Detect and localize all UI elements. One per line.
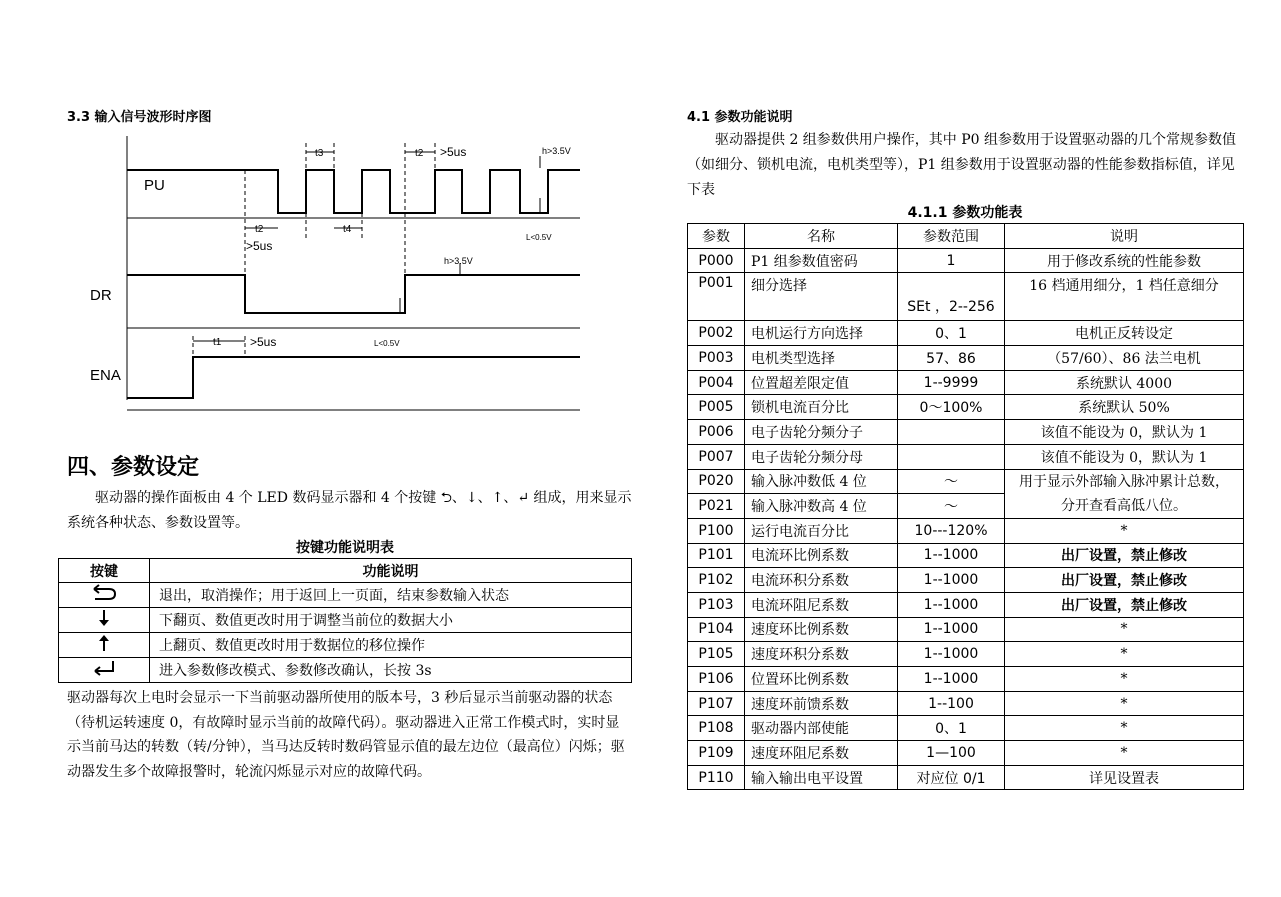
chapter-title: 四、参数设定	[67, 454, 200, 480]
param-range: 1--1000	[898, 642, 1005, 667]
param-name: 速度环比例系数	[745, 617, 898, 642]
param-code: P107	[688, 691, 745, 716]
table-row	[688, 617, 1244, 642]
param-code: P007	[688, 444, 745, 469]
param-name: 电子齿轮分频分母	[745, 444, 898, 469]
param-code: P100	[688, 518, 745, 543]
header-range: 参数范围	[898, 224, 1005, 249]
param-code: P006	[688, 420, 745, 445]
table-row	[59, 658, 632, 683]
l05-dr-label: L<0.5V	[374, 339, 400, 348]
up-arrow-icon	[89, 633, 119, 653]
param-range: SEt ，2--256	[898, 273, 1005, 321]
param-code: P108	[688, 716, 745, 741]
param-name: 锁机电流百分比	[745, 395, 898, 420]
param-code: P103	[688, 592, 745, 617]
param-code: P020	[688, 469, 745, 494]
param-desc: *	[1005, 667, 1244, 692]
table-row	[688, 248, 1244, 273]
key-desc: 进入参数修改模式、参数修改确认，长按 3s	[150, 658, 632, 683]
l05-pu-label: L<0.5V	[526, 233, 552, 242]
table-row	[688, 741, 1244, 766]
status-paragraph: 驱动器每次上电时会显示一下当前驱动器所使用的版本号，3 秒后显示当前驱动器的状态（待机运转速度 0，有故障时显示当前的故障代码）。驱动器进入正常工作模式时，实时显示当前马达的转数（转/分钟），当马达反转时数码管显示值的最左边位（最高位）闪烁；驱动器发生多个故障报警时，轮流闪烁显示对应的故障代码。	[67, 690, 625, 780]
key-desc: 下翻页、数值更改时用于调整当前位的数据大小	[150, 608, 632, 633]
key-desc: 退出，取消操作；用于返回上一页面，结束参数输入状态	[150, 583, 632, 608]
param-desc: 用于修改系统的性能参数	[1005, 248, 1244, 273]
param-code: P109	[688, 741, 745, 766]
table-row	[688, 346, 1244, 371]
dr-label: DR	[90, 287, 112, 304]
param-desc: *	[1005, 741, 1244, 766]
header-param: 参数	[688, 224, 745, 249]
table-row	[688, 273, 1244, 321]
param-name: 电流环积分系数	[745, 568, 898, 593]
table-header-row	[688, 224, 1244, 249]
param-range: 1	[898, 248, 1005, 273]
table-row	[688, 592, 1244, 617]
table-row	[688, 518, 1244, 543]
table-row	[688, 543, 1244, 568]
param-range: 对应位 0/1	[898, 765, 1005, 790]
ena-label: ENA	[90, 367, 121, 384]
param-desc: *	[1005, 518, 1244, 543]
table-row	[688, 642, 1244, 667]
param-name: 速度环积分系数	[745, 642, 898, 667]
h35-dr-label: h>3.5V	[444, 256, 473, 266]
param-code: P104	[688, 617, 745, 642]
param-range: 1--1000	[898, 667, 1005, 692]
dr-waveform	[127, 275, 580, 313]
table-row	[688, 370, 1244, 395]
param-desc: 系统默认 50%	[1005, 395, 1244, 420]
param-code: P110	[688, 765, 745, 790]
param-desc: 详见设置表	[1005, 765, 1244, 790]
table-row	[688, 469, 1244, 494]
key-function-table	[58, 558, 632, 683]
param-desc: *	[1005, 716, 1244, 741]
param-name: 输入脉冲数高 4 位	[745, 494, 898, 519]
table-row	[688, 321, 1244, 346]
panel-intro: 驱动器的操作面板由 4 个 LED 数码显示器和 4 个按键 ⮌、↓、↑、↵ 组成，用来显示系统各种状态、参数设置等。	[67, 490, 632, 531]
t4-label: t4	[343, 224, 352, 235]
gt5us-ena-label: >5us	[250, 335, 277, 349]
param-code: P102	[688, 568, 745, 593]
param-desc: *	[1005, 617, 1244, 642]
t2-bottom-label: t2	[255, 224, 264, 235]
key-desc: 上翻页、数值更改时用于数据位的移位操作	[150, 633, 632, 658]
param-desc: 用于显示外部输入脉冲累计总数，分开查看高低八位。	[1005, 469, 1244, 518]
param-name: 电机类型选择	[745, 346, 898, 371]
enter-arrow-icon	[89, 658, 119, 678]
param-desc: *	[1005, 642, 1244, 667]
param-name: 电流环阻尼系数	[745, 592, 898, 617]
param-code: P003	[688, 346, 745, 371]
param-name: 电子齿轮分频分子	[745, 420, 898, 445]
param-name: 电机运行方向选择	[745, 321, 898, 346]
param-range: 1--1000	[898, 617, 1005, 642]
param-range: 1--9999	[898, 370, 1005, 395]
param-name: 速度环前馈系数	[745, 691, 898, 716]
pu-label: PU	[144, 177, 165, 194]
timing-markers	[193, 143, 435, 357]
t1-label: t1	[213, 337, 222, 348]
header-key: 按键	[59, 559, 150, 583]
param-name: 细分选择	[745, 273, 898, 321]
param-range: 57、86	[898, 346, 1005, 371]
param-name: 速度环阻尼系数	[745, 741, 898, 766]
param-code: P106	[688, 667, 745, 692]
param-desc: 电机正反转设定	[1005, 321, 1244, 346]
param-name: P1 组参数值密码	[745, 248, 898, 273]
table-header-row	[59, 559, 632, 583]
param-range	[898, 444, 1005, 469]
param-range: 0～100%	[898, 395, 1005, 420]
table-row	[688, 691, 1244, 716]
section-title-3-3: 3.3 输入信号波形时序图	[67, 110, 212, 125]
param-intro: 驱动器提供 2 组参数供用户操作，其中 P0 组参数用于设置驱动器的几个常规参数值（如细分、锁机电流，电机类型等），P1 组参数用于设置驱动器的性能参数指标值，详见下表	[687, 132, 1237, 198]
param-code: P021	[688, 494, 745, 519]
param-table-title: 4.1.1 参数功能表	[907, 205, 1023, 221]
param-range: 0、1	[898, 321, 1005, 346]
param-range: ～	[898, 494, 1005, 519]
param-desc: 出厂设置，禁止修改	[1005, 543, 1244, 568]
table-row	[59, 608, 632, 633]
table-row	[688, 667, 1244, 692]
param-desc: 出厂设置，禁止修改	[1005, 592, 1244, 617]
table-row	[688, 716, 1244, 741]
param-range: 10---120%	[898, 518, 1005, 543]
t2-top-label: t2	[415, 148, 424, 159]
ena-waveform	[127, 357, 580, 398]
table-row	[688, 395, 1244, 420]
param-function-table	[687, 223, 1244, 790]
param-name: 电流环比例系数	[745, 543, 898, 568]
param-name: 输入输出电平设置	[745, 765, 898, 790]
param-range: 1—100	[898, 741, 1005, 766]
param-name: 位置环比例系数	[745, 667, 898, 692]
param-code: P105	[688, 642, 745, 667]
table-row	[688, 568, 1244, 593]
param-range	[898, 420, 1005, 445]
gt5us-bottom-label: >5us	[246, 239, 273, 253]
h35-top-label: h>3.5V	[542, 146, 571, 156]
key-table-title: 按键功能说明表	[296, 540, 394, 556]
header-desc: 说明	[1005, 224, 1244, 249]
table-row	[688, 420, 1244, 445]
param-name: 输入脉冲数低 4 位	[745, 469, 898, 494]
param-code: P005	[688, 395, 745, 420]
header-name: 名称	[745, 224, 898, 249]
table-row	[59, 583, 632, 608]
back-arrow-icon	[89, 583, 119, 603]
param-name: 运行电流百分比	[745, 518, 898, 543]
param-desc: 16 档通用细分，1 档任意细分	[1005, 273, 1244, 321]
param-code: P004	[688, 370, 745, 395]
timing-diagram	[60, 128, 590, 418]
param-range: 1--1000	[898, 568, 1005, 593]
param-desc: 该值不能设为 0，默认为 1	[1005, 420, 1244, 445]
gt5us-top-label: >5us	[440, 145, 467, 159]
t3-label: t3	[315, 148, 324, 159]
pu-waveform	[127, 170, 580, 213]
param-range: 1--100	[898, 691, 1005, 716]
header-function: 功能说明	[150, 559, 632, 583]
param-range: 1--1000	[898, 543, 1005, 568]
param-range: 0、1	[898, 716, 1005, 741]
param-desc: 该值不能设为 0，默认为 1	[1005, 444, 1244, 469]
param-code: P002	[688, 321, 745, 346]
param-name: 驱动器内部使能	[745, 716, 898, 741]
table-row	[688, 444, 1244, 469]
param-desc: *	[1005, 691, 1244, 716]
param-range: 1--1000	[898, 592, 1005, 617]
param-code: P000	[688, 248, 745, 273]
section-title-4-1: 4.1 参数功能说明	[687, 110, 793, 125]
down-arrow-icon	[89, 608, 119, 628]
table-row	[59, 633, 632, 658]
table-row	[688, 765, 1244, 790]
param-code: P101	[688, 543, 745, 568]
param-desc: （57/60）、86 法兰电机	[1005, 346, 1244, 371]
param-desc: 出厂设置，禁止修改	[1005, 568, 1244, 593]
param-range: ～	[898, 469, 1005, 494]
param-desc: 系统默认 4000	[1005, 370, 1244, 395]
param-code: P001	[688, 273, 745, 321]
param-name: 位置超差限定值	[745, 370, 898, 395]
